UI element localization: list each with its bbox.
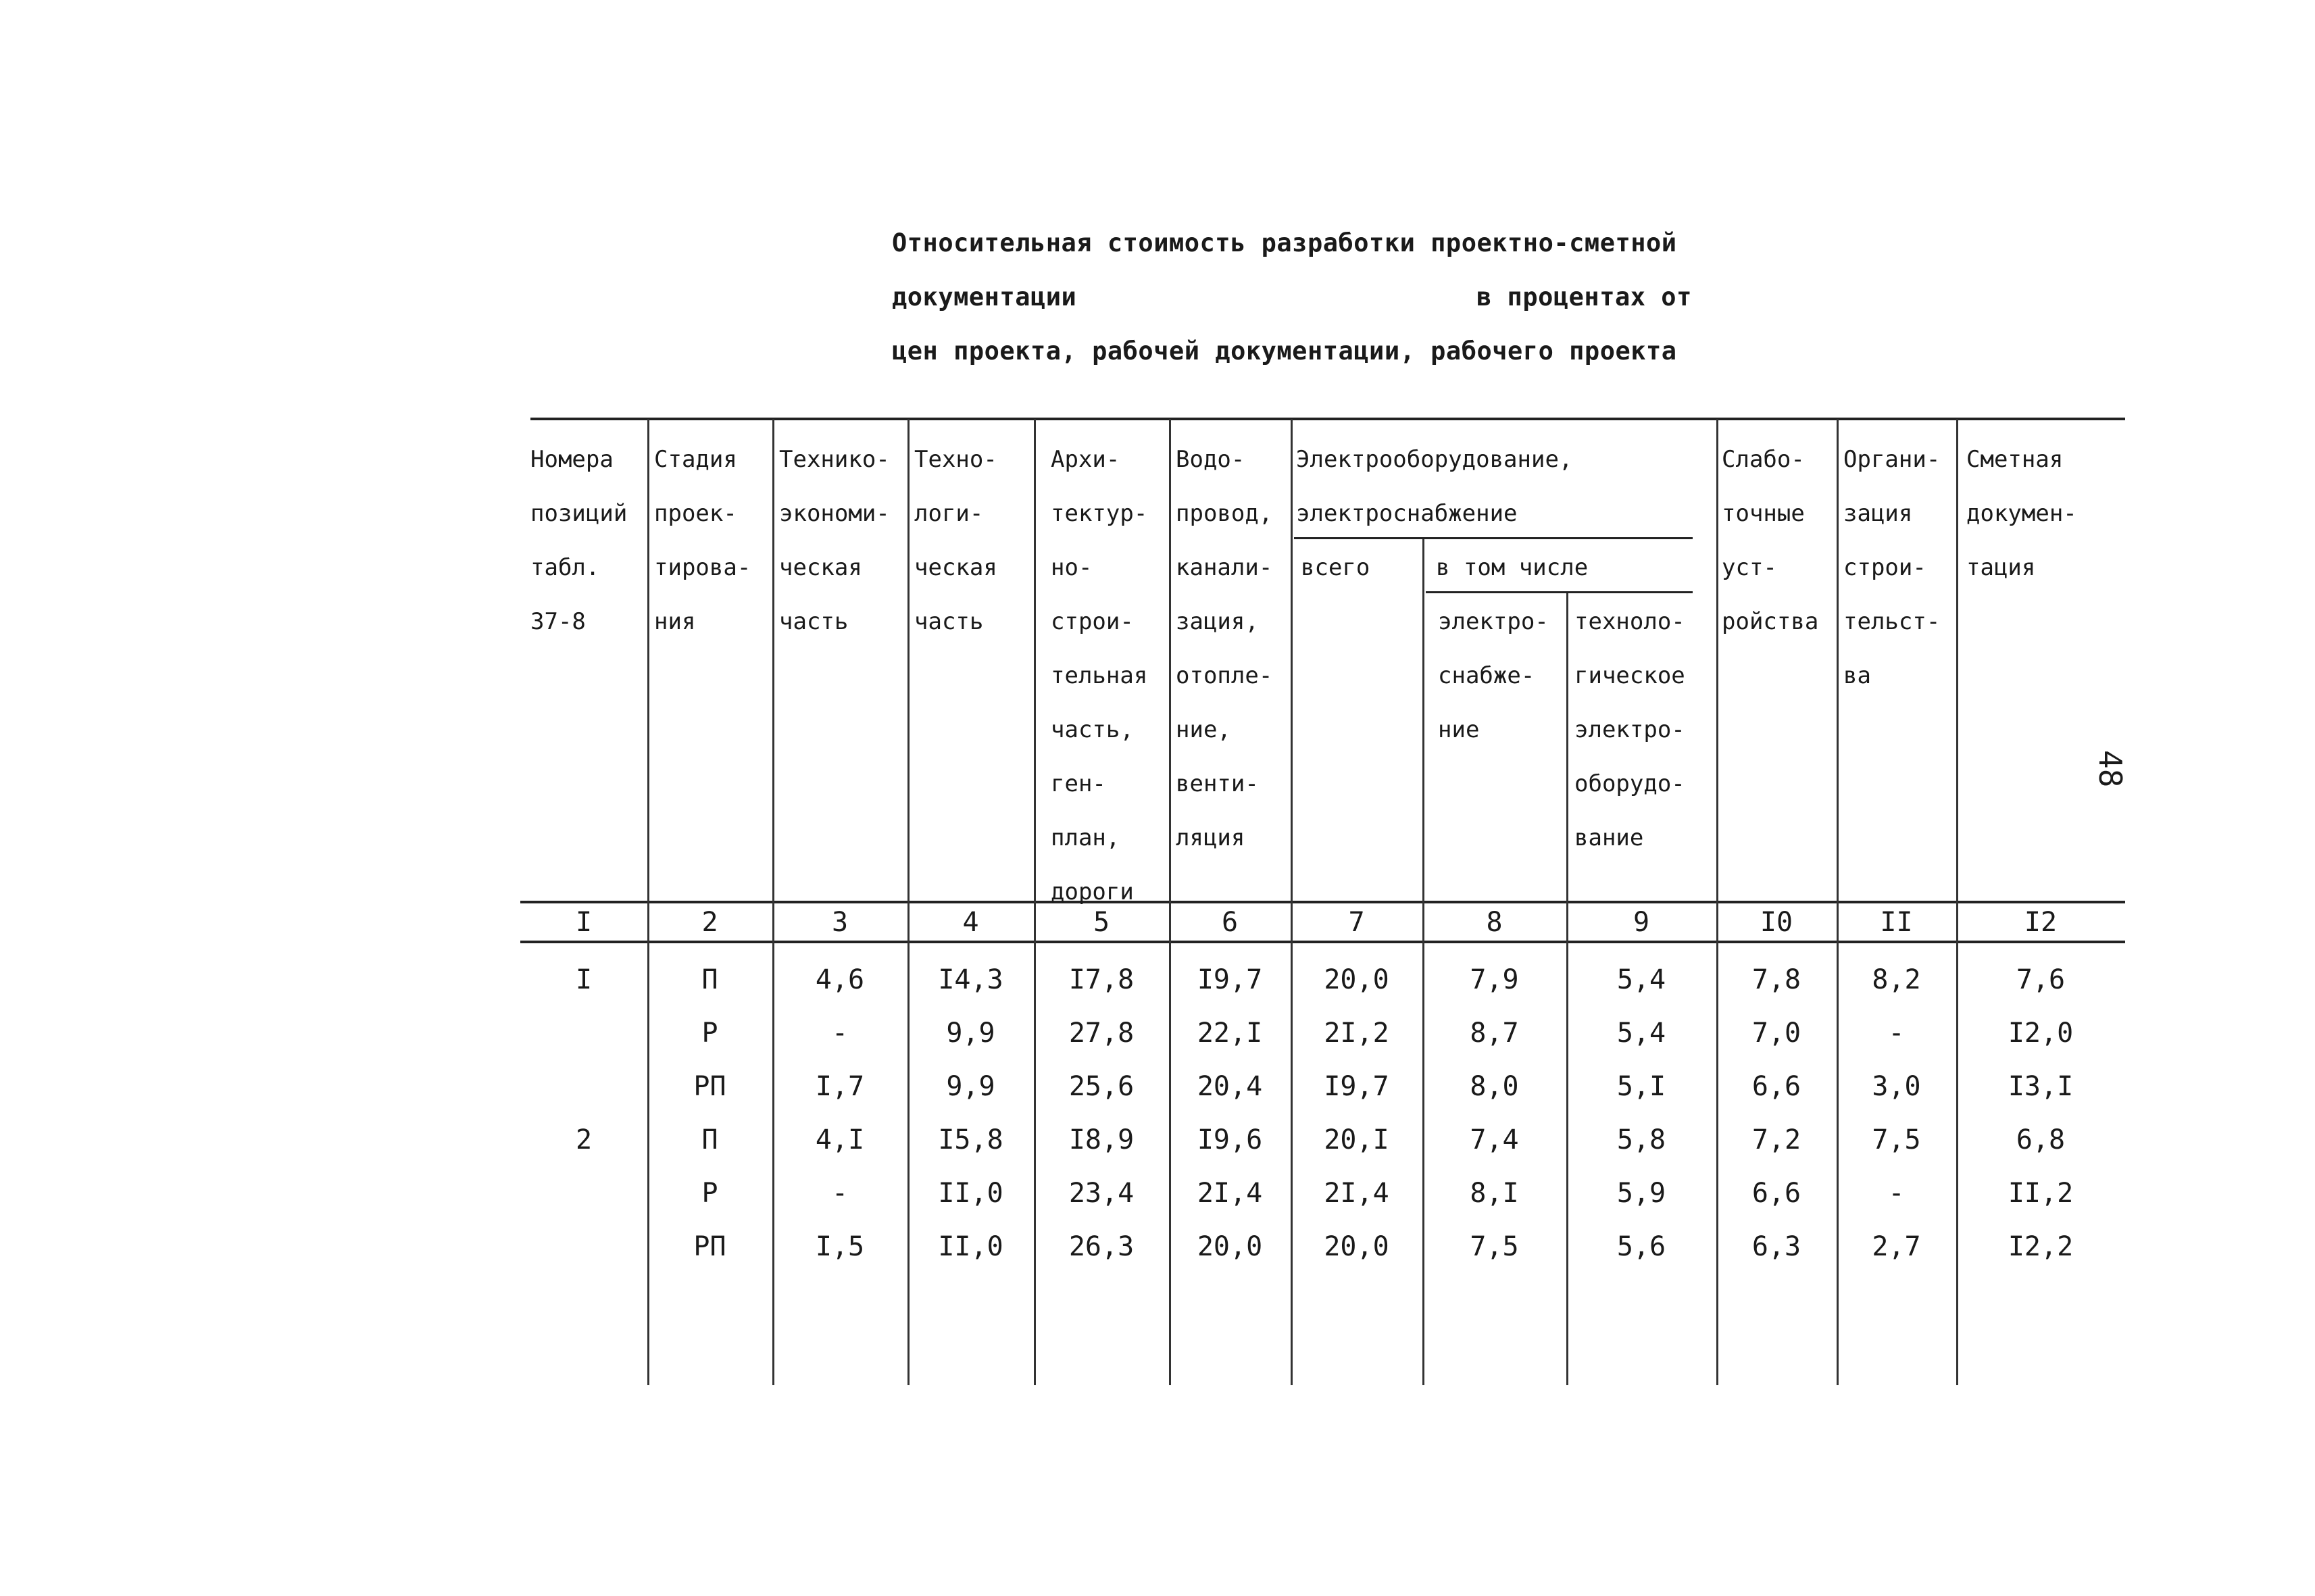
page-number: 48 [2092, 750, 2129, 788]
document-title-line-1: Относительная стоимость разработки проектно-сметной [892, 228, 1677, 257]
header-including-line: в том числе [1436, 554, 1589, 581]
header-water-supply-line: зация, [1176, 608, 1259, 635]
header-technical-economic-line: Технико- [779, 446, 890, 473]
header-technical-economic-line: ческая [779, 554, 862, 581]
table-cell: 5,4 [1616, 964, 1666, 995]
table-cell: I9,7 [1197, 964, 1263, 995]
column-number: 6 [1221, 907, 1239, 938]
header-power-supply-line: электро- [1438, 608, 1549, 635]
table-cell: I,7 [815, 1071, 865, 1102]
table-cell: 7,2 [1751, 1124, 1801, 1155]
table-cell: II,0 [938, 1178, 1003, 1209]
table-cell: 2I,4 [1324, 1178, 1389, 1209]
header-positions-line: позиций [530, 500, 628, 527]
header-electro-total-line: всего [1301, 554, 1370, 581]
table-cell: 6,6 [1751, 1071, 1801, 1102]
header-positions-line: Номера [530, 446, 614, 473]
header-estimate-docs-line: докумен- [1966, 500, 2077, 527]
table-cell: 6,6 [1751, 1178, 1801, 1209]
table-cell: 8,7 [1470, 1018, 1519, 1049]
table-cell: - [1888, 1018, 1905, 1049]
document-title-line-2-right: в процентах от [1476, 282, 1692, 311]
table-cell: 7,8 [1751, 964, 1801, 995]
column-number: 8 [1486, 907, 1503, 938]
table-cell: 2I,2 [1324, 1018, 1389, 1049]
table-cell: 2,7 [1872, 1231, 1921, 1262]
header-architectural-line: ген- [1051, 770, 1106, 797]
column-number: I0 [1760, 907, 1793, 938]
header-architectural-line: но- [1051, 554, 1093, 581]
table-cell: 6,3 [1751, 1231, 1801, 1262]
table-cell: 7,9 [1470, 964, 1519, 995]
header-positions-line: 37-8 [530, 608, 586, 635]
table-cell: 9,9 [946, 1018, 995, 1049]
header-construction-org-line: строи- [1843, 554, 1926, 581]
header-technological-line: ческая [914, 554, 997, 581]
header-stage-line: Стадия [654, 446, 737, 473]
table-cell: 7,5 [1872, 1124, 1921, 1155]
header-technical-economic-line: экономи- [779, 500, 890, 527]
header-technological-line: часть [914, 608, 984, 635]
header-technical-economic-line: часть [779, 608, 849, 635]
header-water-supply-line: отопле- [1176, 662, 1273, 689]
table-cell: I7,8 [1068, 964, 1135, 995]
header-power-supply-line: снабже- [1438, 662, 1535, 689]
table-cell: I4,3 [938, 964, 1003, 995]
table-cell: Р [701, 1178, 718, 1209]
header-stage-line: тирова- [654, 554, 751, 581]
table-cell: РП [693, 1231, 726, 1262]
table-cell: 4,I [815, 1124, 865, 1155]
table-cell: П [701, 1124, 718, 1155]
header-tech-electro-line: гическое [1574, 662, 1685, 689]
header-water-supply-line: Водо- [1176, 446, 1245, 473]
table-cell: 27,8 [1068, 1018, 1135, 1049]
header-technological-line: Техно- [914, 446, 997, 473]
table-cell: 20,4 [1197, 1071, 1263, 1102]
header-construction-org-line: зация [1843, 500, 1913, 527]
table-cell: 7,0 [1751, 1018, 1801, 1049]
table-cell: 7,6 [2016, 964, 2066, 995]
header-architectural-line: дороги [1051, 878, 1134, 905]
table-cell: I9,6 [1197, 1124, 1263, 1155]
header-architectural-line: тельная [1051, 662, 1148, 689]
table-cell: РП [693, 1071, 726, 1102]
header-technological-line: логи- [914, 500, 984, 527]
table-cell: 20,I [1324, 1124, 1389, 1155]
header-electro-group-line: электроснабжение [1296, 500, 1518, 527]
header-water-supply-line: канали- [1176, 554, 1273, 581]
header-water-supply-line: ляция [1176, 824, 1245, 851]
table-cell: 2I,4 [1197, 1178, 1263, 1209]
document-title-line-3: цен проекта, рабочей документации, рабочего проекта [892, 336, 1677, 366]
header-architectural-line: план, [1051, 824, 1120, 851]
header-architectural-line: часть, [1051, 716, 1134, 743]
table-cell: I2,2 [2008, 1231, 2074, 1262]
header-water-supply-line: венти- [1176, 770, 1259, 797]
column-number: 2 [701, 907, 718, 938]
column-number: I2 [2024, 907, 2058, 938]
header-low-current-line: уст- [1722, 554, 1777, 581]
table-cell: 20,0 [1324, 1231, 1389, 1262]
table-cell: 8,I [1470, 1178, 1519, 1209]
table-cell: 5,8 [1616, 1124, 1666, 1155]
table-cell: 22,I [1197, 1018, 1263, 1049]
column-number: I [575, 907, 593, 938]
header-architectural-line: тектур- [1051, 500, 1148, 527]
table-cell: 6,8 [2016, 1124, 2066, 1155]
table-cell: 5,I [1616, 1071, 1666, 1102]
table-cell: I [575, 964, 593, 995]
header-architectural-line: строи- [1051, 608, 1134, 635]
header-stage-line: ния [654, 608, 696, 635]
column-number: 3 [831, 907, 849, 938]
table-cell: 7,4 [1470, 1124, 1519, 1155]
table-top-rule [530, 418, 2125, 420]
header-tech-electro-line: вание [1574, 824, 1644, 851]
header-positions-line: табл. [530, 554, 600, 581]
header-construction-org-line: Органи- [1843, 446, 1941, 473]
table-cell: I8,9 [1068, 1124, 1135, 1155]
column-number: 7 [1348, 907, 1365, 938]
table-cell: 5,9 [1616, 1178, 1666, 1209]
header-architectural-line: Архи- [1051, 446, 1120, 473]
column-number: II [1880, 907, 1913, 938]
table-cell: 2 [575, 1124, 593, 1155]
table-cell: П [701, 964, 718, 995]
table-cell: 25,6 [1068, 1071, 1135, 1102]
table-cell: 5,4 [1616, 1018, 1666, 1049]
header-tech-electro-line: техноло- [1574, 608, 1685, 635]
table-cell: - [1888, 1178, 1905, 1209]
header-stage-line: проек- [654, 500, 737, 527]
table-cell: 5,6 [1616, 1231, 1666, 1262]
table-cell: II,2 [2008, 1178, 2074, 1209]
table-cell: 7,5 [1470, 1231, 1519, 1262]
header-estimate-docs-line: тация [1966, 554, 2036, 581]
header-low-current-line: ройства [1722, 608, 1819, 635]
header-low-current-line: точные [1722, 500, 1805, 527]
table-cell: 8,2 [1872, 964, 1921, 995]
header-water-supply-line: провод, [1176, 500, 1273, 527]
header-power-supply-line: ние [1438, 716, 1480, 743]
table-cell: Р [701, 1018, 718, 1049]
header-electro-group-line: Электрооборудование, [1296, 446, 1573, 473]
table-cell: 20,0 [1197, 1231, 1263, 1262]
table-cell: 20,0 [1324, 964, 1389, 995]
table-cell: 23,4 [1068, 1178, 1135, 1209]
table-cell: - [831, 1178, 849, 1209]
table-cell: 8,0 [1470, 1071, 1519, 1102]
table-cell: - [831, 1018, 849, 1049]
header-tech-electro-line: оборудо- [1574, 770, 1685, 797]
table-cell: 9,9 [946, 1071, 995, 1102]
table-cell: II,0 [938, 1231, 1003, 1262]
table-cell: I,5 [815, 1231, 865, 1262]
table-cell: 4,6 [815, 964, 865, 995]
header-estimate-docs-line: Сметная [1966, 446, 2064, 473]
header-tech-electro-line: электро- [1574, 716, 1685, 743]
column-number: 4 [962, 907, 979, 938]
table-cell: I3,I [2008, 1071, 2074, 1102]
header-water-supply-line: ние, [1176, 716, 1231, 743]
table-cell: I5,8 [938, 1124, 1003, 1155]
table-cell: I9,7 [1324, 1071, 1389, 1102]
column-number: 9 [1633, 907, 1650, 938]
table-cell: I2,0 [2008, 1018, 2074, 1049]
header-construction-org-line: тельст- [1843, 608, 1941, 635]
table-cell: 3,0 [1872, 1071, 1921, 1102]
header-construction-org-line: ва [1843, 662, 1871, 689]
table-cell: 26,3 [1068, 1231, 1135, 1262]
header-low-current-line: Слабо- [1722, 446, 1805, 473]
column-number: 5 [1093, 907, 1110, 938]
document-title-line-2: документации [892, 282, 1077, 311]
